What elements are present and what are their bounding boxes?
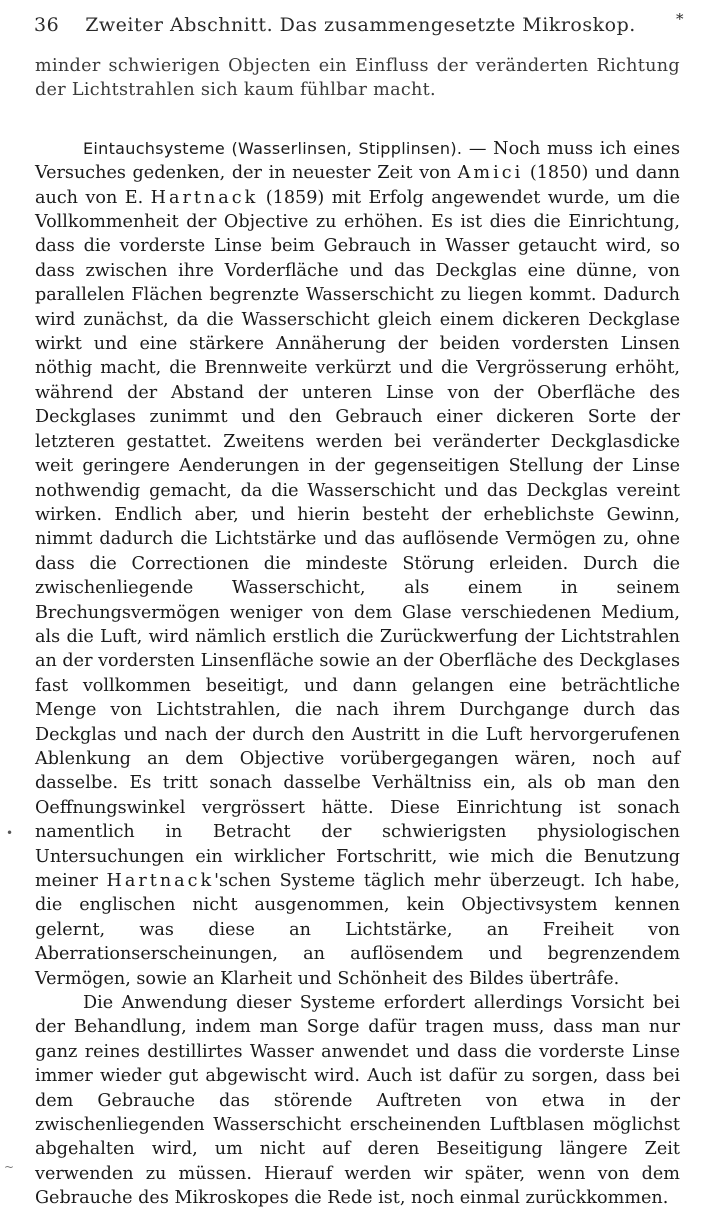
section-text-1: — Noch muss ich eines Versuches gedenken, der in neuester Zeit von bbox=[35, 138, 680, 184]
name-hartnack-2: Hartnack bbox=[106, 871, 215, 891]
page-number: 36 bbox=[34, 14, 60, 36]
body-text bbox=[35, 54, 680, 1211]
running-header bbox=[34, 10, 684, 36]
corner-mark: * bbox=[676, 10, 684, 28]
section-paragraph bbox=[35, 137, 680, 991]
section-text-2: (1850) und dann auch von E. bbox=[35, 163, 680, 208]
section-heading: Eintauchsysteme (Wasserlinsen, Stipplinsen). bbox=[83, 138, 463, 158]
continued-paragraph: minder schwierigen Objecten ein Einfluss der veränderten Richtung der Lichtstrahlen sich kaum fühlbar macht. bbox=[35, 56, 680, 101]
name-amici: Amici bbox=[457, 163, 524, 184]
running-title: Zweiter Abschnitt. Das zusammengesetzte Mikroskop. bbox=[85, 14, 636, 36]
name-hartnack: Hartnack bbox=[150, 187, 259, 208]
last-paragraph: Die Anwendung dieser Systeme erfordert allerdings Vorsicht bei der Behandlung, indem man Sorge dafür tragen muss, dass man nur ganz reines destillirtes Wasser anwendet und dass die vorderste Linse immer wieder gut abgewischt wird. Auch ist dafür zu sorgen, dass bei dem Gebrauche das störende Auftreten von etwa in der zwischenliegenden Wasserschicht erscheinenden Luftblasen möglichst abgehalten wird, um nicht auf deren Beseitigung längere Zeit verwenden zu müssen. Hierauf werden wir später, wenn von dem Gebrauche des Mikroskopes die Rede ist, noch einmal zurückkommen. bbox=[35, 993, 680, 1209]
section-text-4: 'schen Systeme täglich mehr überzeugt. Ich habe, die englischen nicht ausgenommen, kein Objectivsystem kennen gelernt, was diese an Lichtstärke, an Freiheit von Aberrationserscheinungen, an auflösendem und begrenzendem Vermögen, sowie an Klarheit und Schönheit des Bildes übertrâfe. bbox=[35, 871, 681, 989]
section-text-3: (1859) mit Erfolg angewendet wurde, um die Vollkommenheit der Objective zu erhöhen. Es ist dies die Einrichtung, dass die vorderste Linse beim Gebrauch in Wasser getaucht wird, so dass zwischen ihre Vorderfläche und das Deckglas eine dünne, von parallelen Flächen begrenzte Wasserschicht zu liegen kommt. Dadurch wird zunächst, da die Wasserschicht gleich einem dickeren Deckglase wirkt und eine stärkere Annäherung der beiden vordersten Linsen nöthig macht, die Brennweite verkürzt und die Vergrösserung erhöht, während der Abstand der unteren Linse von der Oberfläche des Deckglases zunimmt und den Gebrauch einer dickeren Sorte der letzteren gestattet. Zweitens werden bei veränderter Deckglasdicke weit geringere Aenderungen in der gegenseitigen Stellung der Linse nothwendig gemacht, da die Wasserschicht und das Deckglas vereint wirken. Endlich aber, und hierin besteht der erheblichste Gewinn, nimmt dadurch die Lichtstärke und das auflösende Vermögen zu, ohne dass die Correctionen die mindeste Störung erleiden. Durch die zwischenliegende Wasserschicht, als einem in seinem Brechungsvermögen weniger von dem Glase verschiedenen Medium, als die Luft, wird nämlich erstlich die Zurückwerfung der Lichtstrahlen an der vordersten Linsenfläche sowie an der Oberfläche des Deckglases fast vollkommen beseitigt, und dann gelangen eine beträchtliche Menge von Lichtstrahlen, die nach ihrem Durchgange durch das Deckglas und nach der durch den Austritt in die Luft hervorgerufenen Ablenkung an dem Objective vorübergegangen wären, noch auf dasselbe. Es tritt sonach dasselbe Verhältniss ein, als ob man den Oeffnungswinkel vergrössert hätte. Diese Einrichtung ist sonach namentlich in Betracht der schwierigsten physiologischen Untersuchungen ein wirklicher Fortschritt, wie mich die Benutzung meiner bbox=[35, 187, 680, 891]
margin-dot: • bbox=[6, 826, 14, 840]
margin-mark: ~ bbox=[4, 1160, 15, 1174]
